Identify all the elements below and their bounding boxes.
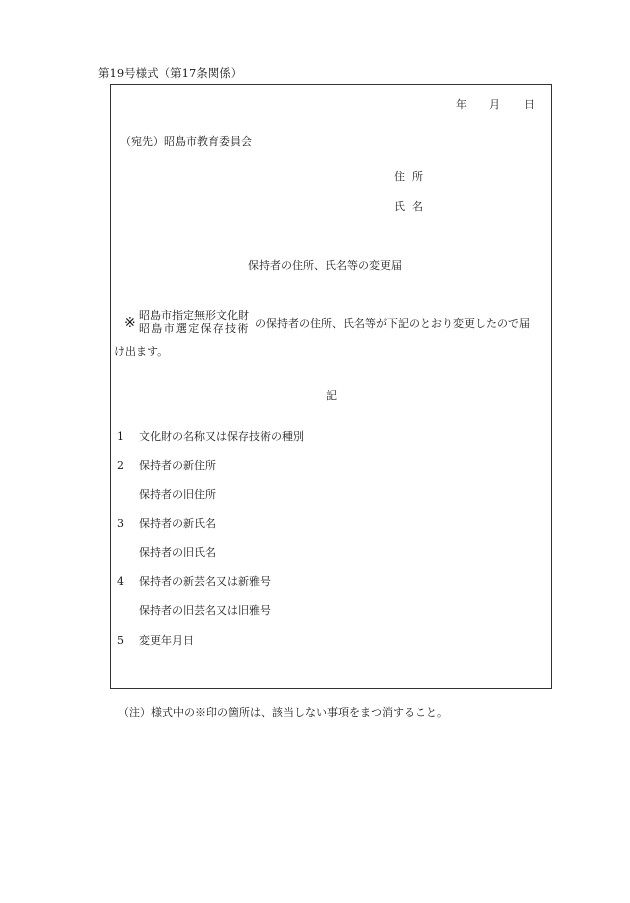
item-text: 保持者の新住所 (139, 459, 216, 472)
item-text: 保持者の新芸名又は新雅号 (139, 575, 271, 588)
item-number: 1 (117, 430, 124, 443)
document-title: 保持者の住所、氏名等の変更届 (248, 259, 402, 272)
designation-choice-2: 昭島市選定保存技術 (139, 322, 250, 335)
item-number: 2 (117, 459, 124, 472)
item-text: 保持者の新氏名 (139, 517, 216, 530)
address-label: 住所 (394, 170, 430, 183)
item-number: 4 (117, 575, 124, 588)
form-frame (110, 84, 552, 689)
name-label: 氏名 (394, 200, 430, 213)
item-text: 保持者の旧住所 (139, 488, 216, 501)
date-month-label: 月 (489, 98, 500, 111)
asterisk-mark: ※ (124, 315, 136, 331)
item-text: 文化財の名称又は保存技術の種別 (139, 430, 304, 443)
form-caption: 第19号様式（第17条関係） (98, 66, 243, 80)
item-text: 保持者の旧氏名 (139, 546, 216, 559)
item-number: 3 (117, 517, 124, 530)
item-text: 保持者の旧芸名又は旧雅号 (139, 604, 271, 617)
item-text: 変更年月日 (139, 634, 194, 647)
body-text-line-2: け出ます。 (114, 345, 169, 358)
addressee: （宛先）昭島市教育委員会 (120, 135, 252, 148)
date-year-label: 年 (456, 98, 467, 111)
ki-heading: 記 (326, 389, 337, 402)
body-text-line-1: の保持者の住所、氏名等が下記のとおり変更したので届 (255, 317, 530, 330)
footnote: （注）様式中の※印の箇所は、該当しない事項をまつ消すること。 (118, 706, 448, 719)
designation-choice-1: 昭島市指定無形文化財 (139, 309, 249, 322)
item-number: 5 (117, 634, 124, 647)
date-day-label: 日 (524, 98, 535, 111)
